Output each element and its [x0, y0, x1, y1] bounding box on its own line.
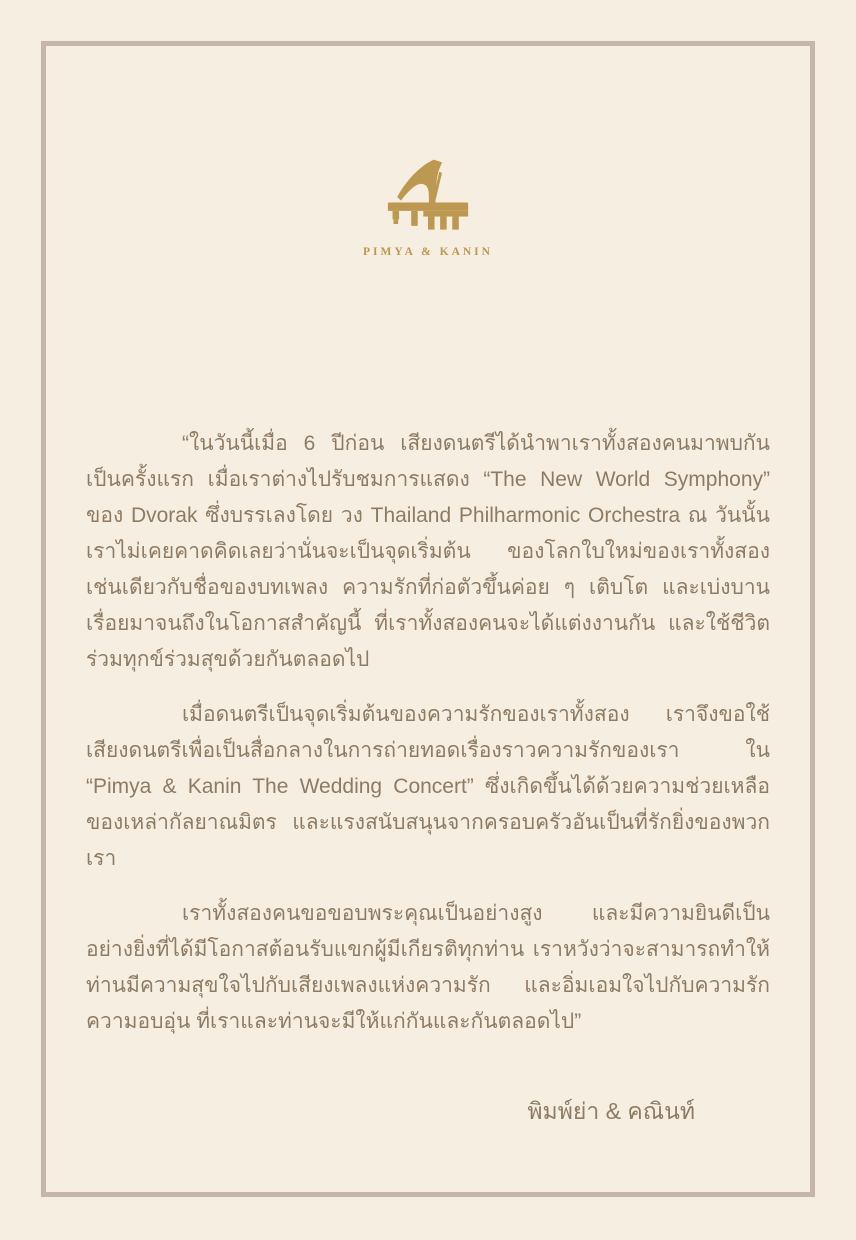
signature: พิมพ์ย่า & คณินท์: [527, 1098, 695, 1124]
grand-piano-icon: [386, 158, 470, 234]
message-paragraph-1: “ในวันนี้เมื่อ 6 ปีก่อน เสียงดนตรีได้นำพาเราทั้งสองคนมาพบกันเป็นครั้งแรก เมื่อเราต่างไปรับชมการแสดง “The New World Symphony” ของ Dvorak ซึ่งบรรเลงโดย วง Thailand Philharmonic Orchestra ณ วันนั้น เราไม่เคยคาดคิดเลยว่านั่นจะเป็นจุดเริ่มต้น ของโลกใบใหม่ของเราทั้งสองเช่นเดียวกับชื่อของบทเพลง ความรักที่ก่อตัวขึ้นค่อย ๆ เติบโต และเบ่งบานเรื่อยมาจนถึงในโอกาสสำคัญนี้ ที่เราทั้งสองคนจะได้แต่งงานกัน และใช้ชีวิตร่วมทุกข์ร่วมสุขด้วยกันตลอดไป: [86, 432, 770, 671]
message-paragraph-3: เราทั้งสองคนขอขอบพระคุณเป็นอย่างสูง และมีความยินดีเป็นอย่างยิ่งที่ได้มีโอกาสต้อนรับแขกผู้มีเกียรติทุกท่าน เราหวังว่าจะสามารถทำให้ท่านมีความสุขใจไปกับเสียงเพลงแห่งความรัก และอิ่มเอมใจไปกับความรักความอบอุ่น ที่เราและท่านจะมีให้แก่กันและกันตลอดไป”: [86, 902, 770, 1033]
border-frame: [41, 41, 815, 1197]
message-body: [86, 426, 770, 1130]
monogram-text: PIMYA & KANIN: [363, 246, 493, 258]
message-paragraph-2: เมื่อดนตรีเป็นจุดเริ่มต้นของความรักของเราทั้งสอง เราจึงขอใช้เสียงดนตรีเพื่อเป็นสื่อกลางในการถ่ายทอดเรื่องราวความรักของเรา ใน “Pimya & Kanin The Wedding Concert” ซึ่งเกิดขึ้นได้ด้วยความช่วยเหลือของเหล่ากัลยาณมิตร และแรงสนับสนุนจากครอบครัวอันเป็นที่รักยิ่งของพวกเรา: [86, 703, 770, 870]
logo-block: [46, 158, 810, 258]
